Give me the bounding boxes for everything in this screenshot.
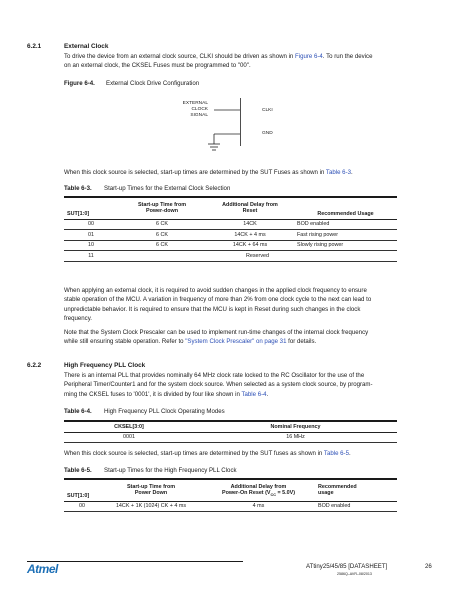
table-header-row <box>64 479 397 501</box>
table-row <box>64 251 397 262</box>
cell-sut: 11 <box>64 251 118 262</box>
section-title: External Clock <box>64 43 109 50</box>
table-6-4 <box>64 420 397 443</box>
cell-usage: BOD enabled <box>294 219 397 230</box>
table-number: Table 6-4. <box>64 408 92 415</box>
table-title: High Frequency PLL Clock Operating Modes <box>104 408 225 415</box>
header-cksel: CKSEL[3:0] <box>64 421 194 432</box>
table-6-3 <box>64 196 397 262</box>
table-row <box>64 432 397 443</box>
paragraph-prescaler: Note that the System Clock Prescaler can be used to implement run-time changes of the internal clock frequency while still ensuring stable operation. Refer to "System Clock Prescaler" on page 31 for details. <box>64 329 369 346</box>
cell-sut: 00 <box>64 219 118 230</box>
cell-delay: 14CK + 4 ms <box>206 230 294 241</box>
table-row <box>64 219 397 230</box>
figure-title: External Clock Drive Configuration <box>106 80 200 87</box>
header-recommended-usage: Recommended usage <box>315 479 397 501</box>
cell-startup: 6 CK <box>118 230 206 241</box>
link-table-6-5[interactable]: Table 6-5 <box>323 450 349 457</box>
cell-usage: Slowly rising power <box>294 240 397 251</box>
table-header-row <box>64 421 397 432</box>
header-additional-delay: Additional Delay from Power-On Reset $(V_{CC} = 5.0V)$ <box>202 479 315 501</box>
paragraph-external-clock: To drive the device from an external clock source, CLKI should be driven as shown in Figure 6-4. To run the device on an external clock, the CKSEL Fuses must be programmed to "00". <box>64 53 373 70</box>
external-clock-signal-label: EXTERNAL CLOCK SIGNAL <box>182 101 208 118</box>
cell-usage: Fast rising power <box>294 230 397 241</box>
header-sut: SUT[1:0] <box>64 479 100 501</box>
figure-number: Figure 6-4. <box>64 80 95 87</box>
link-system-clock-prescaler[interactable]: "System Clock Prescaler" on page 31 <box>185 338 287 346</box>
header-nominal-frequency: Nominal Frequency <box>194 421 397 432</box>
link-figure-6-4[interactable]: Figure 6-4 <box>295 53 323 60</box>
table-row <box>64 240 397 251</box>
table-number: Table 6-5. <box>64 467 92 474</box>
paragraph-sut-fuses-pll: When this clock source is selected, start-up times are determined by the SUT fuses as shown in Table 6-5. <box>64 450 351 457</box>
gnd-pin-label: GND <box>262 131 273 136</box>
header-recommended-usage: Recommended Usage <box>294 197 397 219</box>
cell-delay: 14CK + 64 ms <box>206 240 294 251</box>
header-additional-delay: Additional Delay from Reset <box>206 197 294 219</box>
header-startup-time: Start-up Time from Power Down <box>100 479 202 501</box>
table-row <box>64 501 397 512</box>
table-6-5 <box>64 478 397 512</box>
section-number: 6.2.1 <box>27 43 42 50</box>
footer-doc-code: 2586Q–AVR–08/2013 <box>337 572 372 576</box>
paragraph-pll-clock: There is an internal PLL that provides nominally 64 MHz clock rate locked to the RC Oscillator for the use of the Peripheral Timer/Counter1 and for the system clock source. When selected as a system clock source, by program- ming the CKSEL fuses to '0001', it is divided by four like shown in Table 6-4. <box>64 372 373 398</box>
atmel-logo: Atmel <box>27 562 58 576</box>
clock-drive-diagram <box>200 98 260 160</box>
cell-usage: BOD enabled <box>315 501 397 512</box>
table-title: Start-up Times for the External Clock Selection <box>104 185 231 192</box>
clki-pin-label: CLKI <box>262 108 273 113</box>
paragraph-sut-fuses: When this clock source is selected, start-up times are determined by the SUT Fuses as shown in Table 6-3. <box>64 169 353 176</box>
table-title: Start-up Times for the High Frequency PLL Clock <box>104 467 237 474</box>
section-title: High Frequency PLL Clock <box>64 362 146 369</box>
cell-delay: 14CK <box>206 219 294 230</box>
link-table-6-3[interactable]: Table 6-3 <box>325 169 351 176</box>
footer-doc-title: ATtiny25/45/85 [DATASHEET] <box>306 563 388 570</box>
cell-startup: 14CK + 1K (1024) CK + 4 ms <box>100 501 202 512</box>
footer-rule <box>27 561 243 562</box>
table-number: Table 6-3. <box>64 185 92 192</box>
device-outline <box>240 98 241 146</box>
cell-sut: 00 <box>64 501 100 512</box>
footer-page-number: 26 <box>425 563 432 570</box>
table-row <box>64 230 397 241</box>
cell-reserved: Reserved <box>118 251 397 262</box>
cell-startup: 6 CK <box>118 240 206 251</box>
cell-sut: 10 <box>64 240 118 251</box>
cell-frequency: 16 MHz <box>194 432 397 443</box>
table-header-row <box>64 197 397 219</box>
section-number: 6.2.2 <box>27 362 42 369</box>
cell-sut: 01 <box>64 230 118 241</box>
paragraph-frequency-changes: When applying an external clock, it is required to avoid sudden changes in the applied clock frequency to ensure stable operation of the MCU. A variation in frequency of more than 2% from one clock cycle to the next can lead to unpredictable behavior. It is required to ensure that the MCU is kept in Reset during such changes in the clock frequency. <box>64 287 372 323</box>
header-sut: SUT[1:0] <box>64 197 118 219</box>
cell-delay: 4 ms <box>202 501 315 512</box>
cell-startup: 6 CK <box>118 219 206 230</box>
link-table-6-4[interactable]: Table 6-4 <box>241 390 267 398</box>
cell-cksel: 0001 <box>64 432 194 443</box>
header-startup-time: Start-up Time from Power-down <box>118 197 206 219</box>
